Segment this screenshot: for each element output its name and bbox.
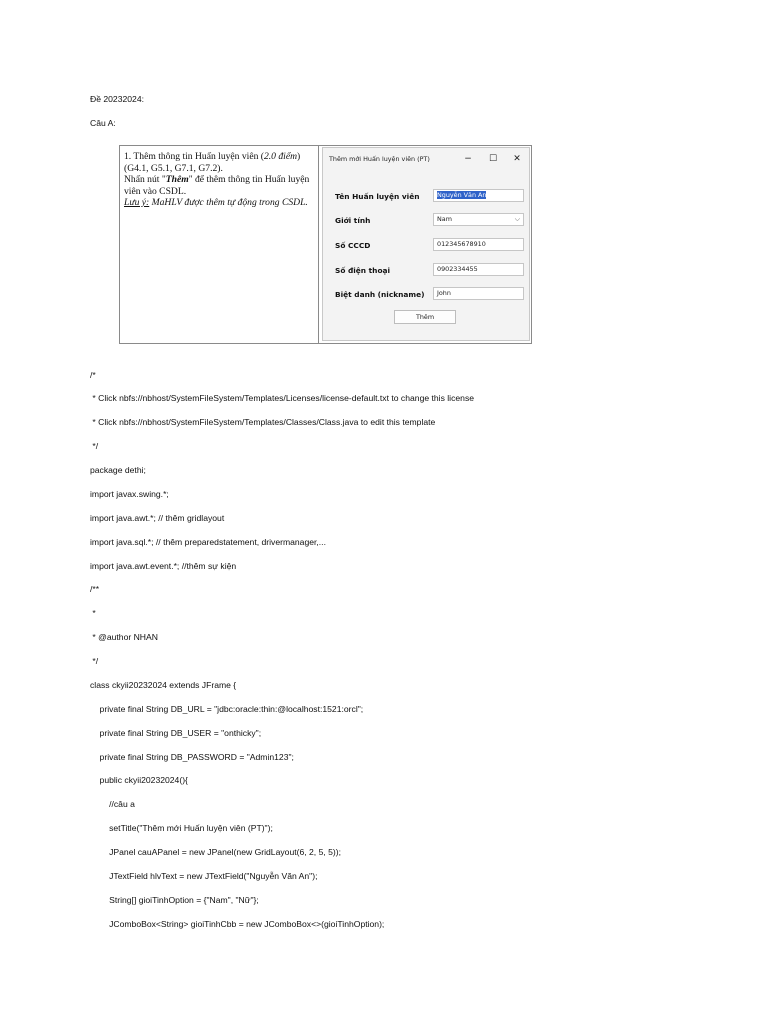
dialog-titlebar xyxy=(323,148,529,170)
code-line: import javax.swing.*; xyxy=(90,489,169,499)
code-line: */ xyxy=(90,441,99,451)
nickname-label: Biệt danh (nickname) xyxy=(335,290,425,299)
task-codes: (G4.1, G5.1, G7.1, G7.2). xyxy=(124,162,223,174)
code-line: private final String DB_USER = "onthicky"; xyxy=(90,728,262,738)
gender-label: Giới tính xyxy=(335,216,371,225)
add-button[interactable]: Thêm xyxy=(394,310,456,324)
maximize-icon[interactable]: ☐ xyxy=(488,154,498,164)
code-line: import java.sql.*; // thêm preparedstatement, drivermanager,... xyxy=(90,537,326,547)
gender-select[interactable]: Nam ⌵ xyxy=(433,213,524,226)
code-line: //câu a xyxy=(90,799,135,809)
code-line: setTitle("Thêm mới Huấn luyện viên (PT)"); xyxy=(90,823,273,833)
phone-label: Số điện thoại xyxy=(335,266,391,275)
id-card-label: Số CCCD xyxy=(335,241,371,250)
code-line: * Click nbfs://nbhost/SystemFileSystem/Templates/Licenses/license-default.txt to change this license xyxy=(90,393,475,403)
dialog-title: Thêm mới Huấn luyện viên (PT) xyxy=(329,155,430,163)
code-line: JComboBox<String> gioiTinhCbb = new JComboBox<>(gioiTinhOption); xyxy=(90,919,385,929)
task-description xyxy=(120,146,319,343)
task-instruction: Nhấn nút "Thêm" để thêm thông tin Huấn luyện viên vào CSDL. xyxy=(124,174,310,197)
code-line: JTextField hlvText = new JTextField("Nguyễn Văn An"); xyxy=(90,871,318,881)
code-line: /** xyxy=(90,584,100,594)
code-line: */ xyxy=(90,656,99,666)
code-line: import java.awt.event.*; //thêm sự kiện xyxy=(90,561,237,571)
code-line: * xyxy=(90,608,96,618)
code-line: public ckyii20232024(){ xyxy=(90,775,188,785)
coach-name-label: Tên Huấn luyện viên xyxy=(335,192,420,201)
chevron-down-icon: ⌵ xyxy=(514,215,520,223)
code-line: * Click nbfs://nbhost/SystemFileSystem/Templates/Classes/Class.java to edit this template xyxy=(90,417,436,427)
close-icon[interactable]: ✕ xyxy=(513,154,521,164)
code-line: String[] gioiTinhOption = {"Nam", "Nữ"}; xyxy=(90,895,259,905)
document-heading: Đề 20232024: xyxy=(90,94,144,104)
code-line: import java.awt.*; // thêm gridlayout xyxy=(90,513,225,523)
task-title: 1. Thêm thông tin Huấn luyện viên (2.0 điểm) xyxy=(124,151,301,162)
code-line: * @author NHAN xyxy=(90,632,158,642)
code-line: private final String DB_URL = "jdbc:oracle:thin:@localhost:1521:orcl"; xyxy=(90,704,364,714)
code-line: class ckyii20232024 extends JFrame { xyxy=(90,680,237,690)
code-line: JPanel cauAPanel = new JPanel(new GridLayout(6, 2, 5, 5)); xyxy=(90,847,342,857)
add-coach-dialog xyxy=(322,147,530,341)
task-note: Lưu ý: MaHLV được thêm tự động trong CSDL. xyxy=(124,197,308,208)
minimize-icon[interactable]: − xyxy=(464,154,472,164)
code-line: /* xyxy=(90,370,96,380)
task-figure xyxy=(119,145,532,344)
part-label: Câu A: xyxy=(90,118,116,128)
coach-name-input[interactable]: Nguyễn Văn An xyxy=(433,189,524,202)
nickname-input[interactable]: John xyxy=(433,287,524,300)
phone-input[interactable]: 0902334455 xyxy=(433,263,524,276)
code-line: private final String DB_PASSWORD = "Admin123"; xyxy=(90,752,294,762)
id-card-input[interactable]: 012345678910 xyxy=(433,238,524,251)
code-line: package dethi; xyxy=(90,465,146,475)
